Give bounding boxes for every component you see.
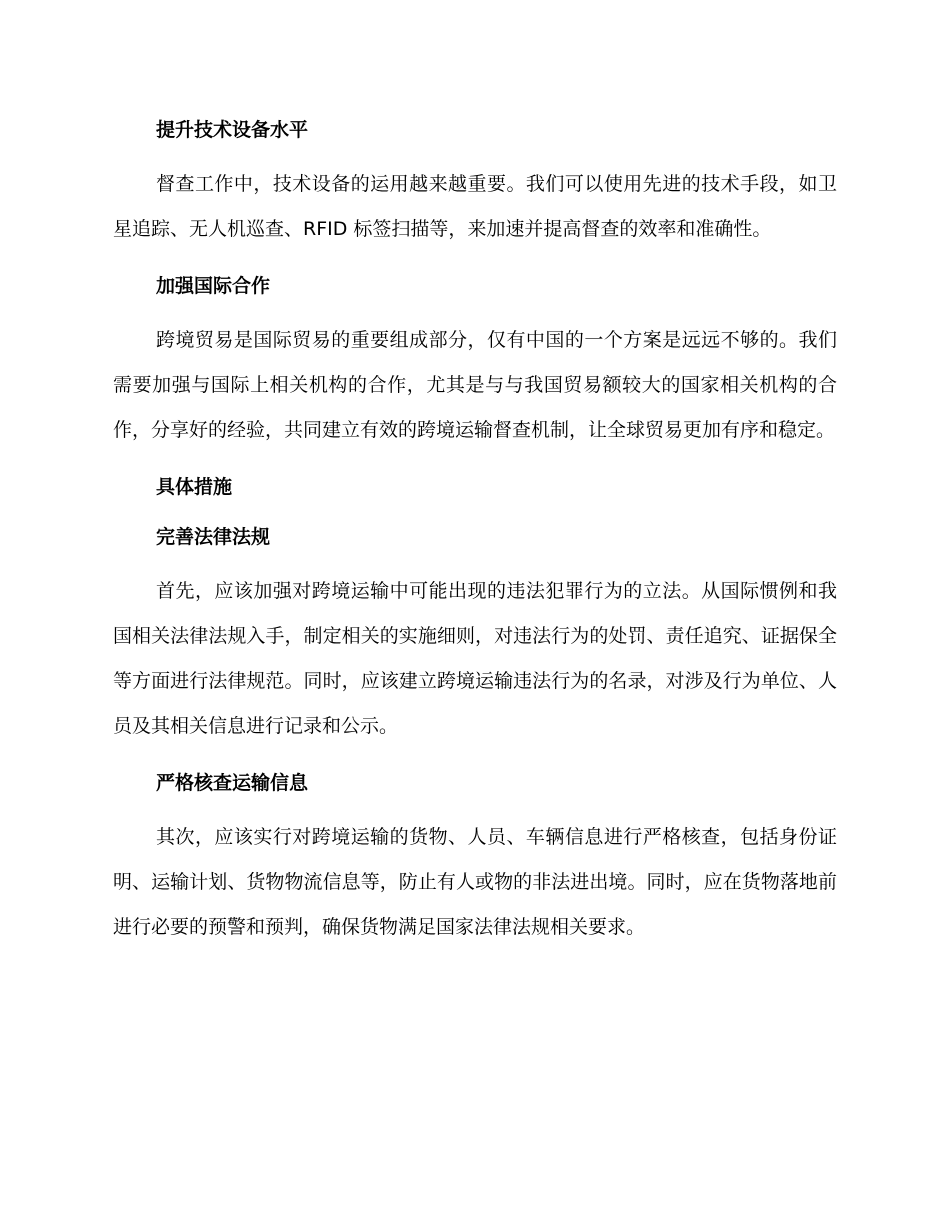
section-heading: 完善法律法规 (156, 526, 271, 548)
section-heading: 加强国际合作 (156, 275, 271, 297)
section-heading: 严格核查运输信息 (156, 772, 309, 794)
section-heading: 具体措施 (156, 476, 233, 498)
section-paragraph: 跨境贸易是国际贸易的重要组成部分，仅有中国的一个方案是远远不够的。我们需要加强与国际上相关机构的合作，尤其是与与我国贸易额较大的国家相关机构的合作，分享好的经验，共同建立有效的跨境运输督查机制，让全球贸易更加有序和稳定。 (113, 329, 837, 441)
section-paragraph: 其次，应该实行对跨境运输的货物、人员、车辆信息进行严格核查，包括身份证明、运输计划、货物物流信息等，防止有人或物的非法进出境。同时，应在货物落地前进行必要的预警和预判，确保货物满足国家法律法规相关要求。 (113, 826, 837, 938)
section-paragraph: 首先，应该加强对跨境运输中可能出现的违法犯罪行为的立法。从国际惯例和我国相关法律法规入手，制定相关的实施细则，对违法行为的处罚、责任追究、证据保全等方面进行法律规范。同时，应该建立跨境运输违法行为的名录，对涉及行为单位、人员及其相关信息进行记录和公示。 (113, 580, 837, 737)
section-paragraph: 督查工作中，技术设备的运用越来越重要。我们可以使用先进的技术手段，如卫星追踪、无人机巡查、RFID 标签扫描等，来加速并提高督查的效率和准确性。 (113, 173, 837, 240)
section-heading: 提升技术设备水平 (156, 119, 309, 141)
document-body (113, 112, 837, 950)
